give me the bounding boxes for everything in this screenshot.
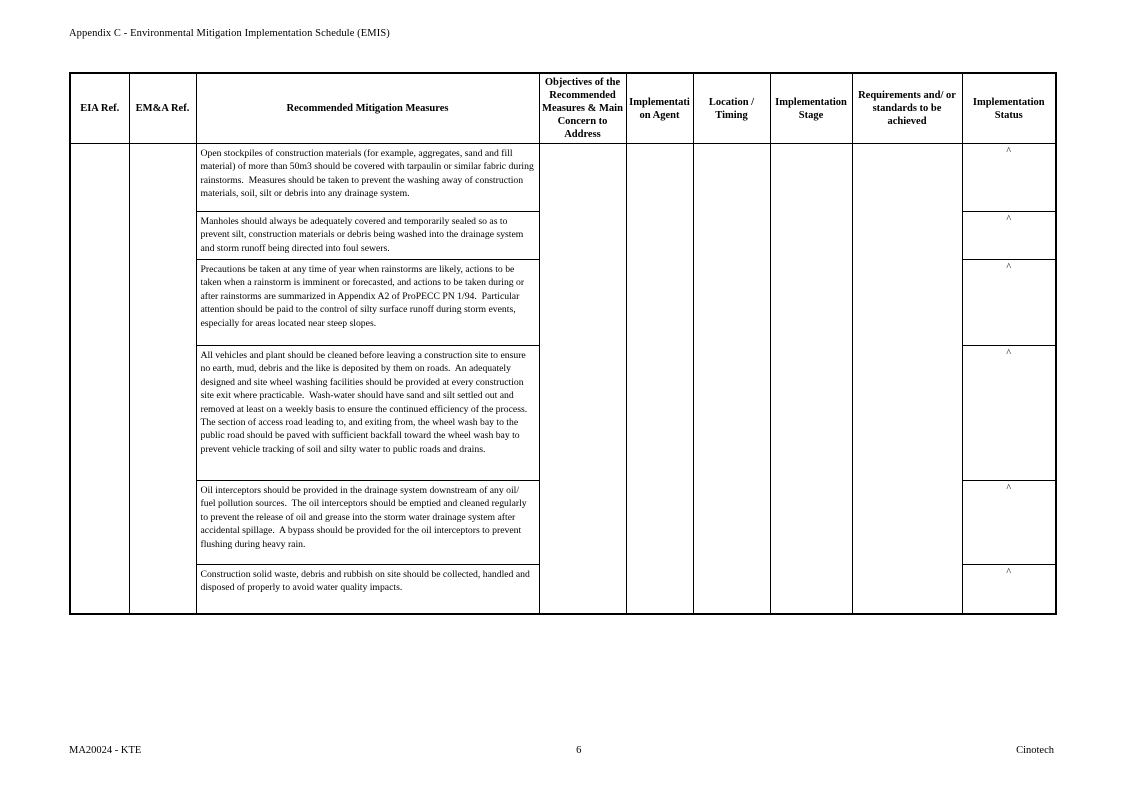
status-marker: ^ [1006,146,1012,157]
cell-location-timing [693,144,770,614]
column-header-eia-ref: EIA Ref. [70,73,129,144]
cell-implementation-stage [770,144,852,614]
status-cell [962,212,1056,260]
column-header-requirements: Requirements and/ or standards to be achieved [852,73,962,144]
measure-cell: Construction solid waste, debris and rubbish on site should be collected, handled and disposed of properly to avoid water quality impacts. [196,565,539,614]
column-header-ema-ref: EM&A Ref. [129,73,196,144]
measure-cell: Open stockpiles of construction materials (for example, aggregates, sand and fill material) of more than 50m3 should be covered with tarpaulin or similar fabric during rainstorms. Measures should be taken to prevent the washing away of construction materials, soil, silt or debris into any drainage system. [196,144,539,212]
status-marker: ^ [1006,348,1012,359]
measure-cell: All vehicles and plant should be cleaned before leaving a construction site to ensure no earth, mud, debris and the like is deposited by them on roads. An adequately designed and site wheel washing facilities should be provided at every construction site exit where practicable. Wash-water should have sand and silt settled out and removed at least on a weekly basis to ensure the continued efficiency of the process. The section of access road leading to, and exiting from, the wheel wash bay to the public road should be paved with sufficient backfall toward the wheel wash bay to prevent vehicle tracking of soil and silty water to public roads and drains. [196,346,539,481]
measure-cell: Oil interceptors should be provided in the drainage system downstream of any oil/ fuel pollution sources. The oil interceptors should be emptied and cleaned regularly to prevent the release of oil and grease into the storm water drainage system after accidental spillage. A bypass should be provided for the oil interceptors to prevent flushing during heavy rain. [196,481,539,565]
measure-cell: Precautions be taken at any time of year when rainstorms are likely, actions to be taken when a rainstorm is imminent or forecasted, and actions to be taken during or after rainstorms are summarized in Appendix A2 of ProPECC PN 1/94. Particular attention should be paid to the control of silty surface runoff during storm events, especially for areas located near steep slopes. [196,260,539,346]
column-header-location-timing: Location / Timing [693,73,770,144]
table-row [70,144,1056,212]
emis-table [69,72,1057,615]
status-marker: ^ [1006,483,1012,494]
page-title: Appendix C - Environmental Mitigation Implementation Schedule (EMIS) [69,28,390,39]
cell-implementation-agent [626,144,693,614]
footer-project-ref: MA20024 - KTE [69,745,142,756]
footer-page-number: 6 [576,745,582,756]
page-footer [69,745,1054,756]
cell-objectives [539,144,626,614]
measure-cell: Manholes should always be adequately covered and temporarily sealed so as to prevent silt, construction materials or debris being washed into the drainage system and storm runoff being directed into foul sewers. [196,212,539,260]
status-cell [962,260,1056,346]
footer-company-name: Cinotech [1016,745,1054,756]
column-header-implementation-agent: Implementation Agent [626,73,693,144]
status-marker: ^ [1006,567,1012,578]
status-marker: ^ [1006,214,1012,225]
table-header-row [70,73,1056,144]
column-header-implementation-stage: Implementation Stage [770,73,852,144]
status-cell [962,481,1056,565]
column-header-objectives: Objectives of the Recommended Measures & Main Concern to Address [539,73,626,144]
cell-eia-ref [70,144,129,614]
cell-requirements [852,144,962,614]
cell-ema-ref [129,144,196,614]
status-cell [962,144,1056,212]
column-header-implementation-status: Implementation Status [962,73,1056,144]
status-cell [962,346,1056,481]
status-cell [962,565,1056,614]
status-marker: ^ [1006,262,1012,273]
column-header-mitigation-measures: Recommended Mitigation Measures [196,73,539,144]
